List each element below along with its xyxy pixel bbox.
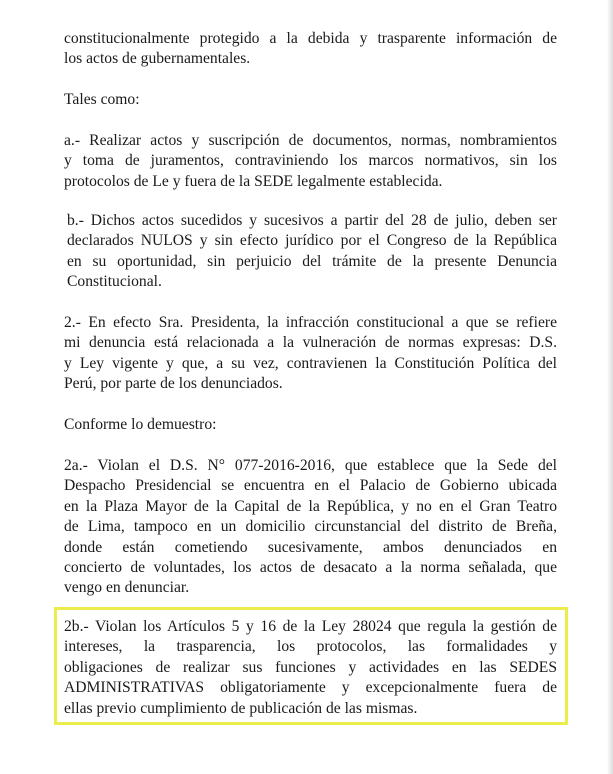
item-b-paragraph <box>67 211 557 293</box>
item-2-line-1: 2.- En efecto Sra. Presidenta, la infracción constitucional a que se refiere <box>64 314 557 331</box>
item-b-line-3: en su oportunidad, sin perjuicio del trámite de la presente Denuncia <box>67 252 557 270</box>
page-edge-shadow <box>607 0 613 774</box>
item-2a-line-3: en la Plaza Mayor de la Capital de la República, y no en el Gran Teatro <box>64 497 557 515</box>
item-2-line-2: mi denuncia está relacionada a la vulneración de normas expresas: D.S. <box>64 334 557 352</box>
item-2a-line-2: Despacho Presidencial se encuentra en el Palacio de Gobierno ubicada <box>64 477 557 495</box>
item-b-line-1: b.- Dichos actos sucedidos y sucesivos a partir del 28 de julio, deben ser <box>67 212 557 229</box>
item-2a-line-5: donde están cometiendo sucesivamente, ambos denunciados en <box>64 538 557 556</box>
intro-paragraph <box>64 29 557 70</box>
item-2a-line-7: vengo en denunciar. <box>64 579 190 597</box>
item-2a-paragraph <box>64 456 557 599</box>
item-a-line-1: a.- Realizar actos y suscripción de documentos, normas, nombramientos <box>64 132 557 149</box>
item-2-line-3: y Ley vigente y que, a su vez, contravienen la Constitución Política del <box>64 354 557 372</box>
intro-line-1: constitucionalmente protegido a la debida y trasparente información de <box>64 30 557 47</box>
conforme-heading: Conforme lo demuestro: <box>64 416 217 433</box>
item-2a-line-6: concierto de voluntades, los actos de desacato a la norma señalada, que <box>64 559 557 577</box>
item-b-line-2: declarados NULOS y sin efecto jurídico por el Congreso de la República <box>67 232 557 250</box>
intro-line-2: los actos de gubernamentales. <box>64 50 251 68</box>
item-2b-line-3: obligaciones de realizar sus funciones y actividades en las SEDES <box>64 658 557 676</box>
item-a-paragraph <box>64 131 557 192</box>
item-2b-paragraph <box>64 617 557 719</box>
item-2-line-4: Perú, por parte de los denunciados. <box>64 375 283 393</box>
item-2a-line-1: 2a.- Violan el D.S. N° 077-2016-2016, que establece que la Sede del <box>64 457 557 474</box>
item-2a-line-4: de Lima, tampoco en un domicilio circunstancial del distrito de Breña, <box>64 518 557 536</box>
item-a-line-3: protocolos de Le y fuera de la SEDE legalmente establecida. <box>64 172 443 190</box>
item-2b-line-5: ellas previo cumplimiento de publicación de las mismas. <box>64 699 418 717</box>
item-2b-line-1: 2b.- Violan los Artículos 5 y 16 de la Ley 28024 que regula la gestión de <box>64 618 557 635</box>
item-2-paragraph <box>64 313 557 395</box>
item-2b-line-4: ADMINISTRATIVAS obligatoriamente y excepcionalmente fuera de <box>64 679 557 697</box>
item-b-line-4: Constitucional. <box>67 273 162 291</box>
item-2b-line-2: intereses, la trasparencia, los protocolos, las formalidades y <box>64 638 557 656</box>
tales-como-heading: Tales como: <box>64 91 140 108</box>
item-a-line-2: y toma de juramentos, contraviniendo los marcos normativos, sin los <box>64 152 557 170</box>
